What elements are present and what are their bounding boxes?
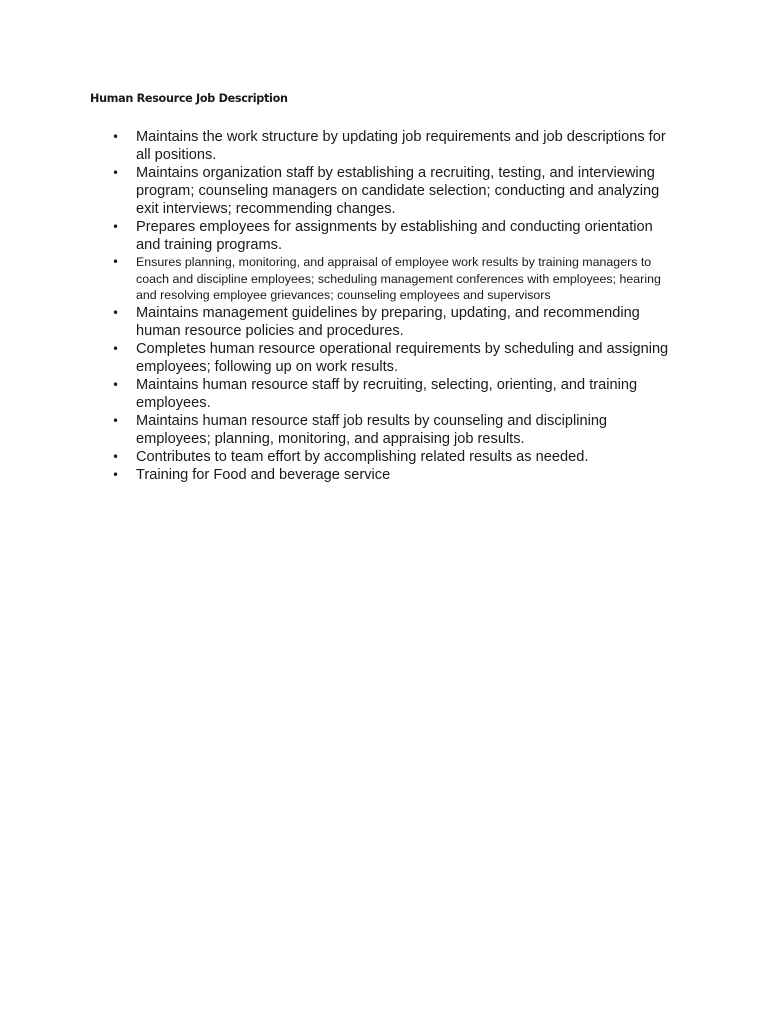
bullet-icon: • [112, 449, 120, 464]
list-item-text: Maintains human resource staff job results by counseling and disciplining employees; planning, monitoring, and appraising job results. [136, 412, 608, 447]
list-item-text: Training for Food and beverage service [136, 466, 391, 483]
bullet-icon: • [112, 220, 120, 234]
list-item-text: Maintains human resource staff by recruiting, selecting, orienting, and training employees. [136, 376, 638, 411]
list-item [0, 218, 681, 254]
list-item-text: Contributes to team effort by accomplishing related results as needed. [136, 448, 589, 465]
list-item [0, 164, 681, 218]
bullet-list [0, 128, 768, 484]
bullet-icon: • [112, 377, 120, 392]
bullet-icon: • [112, 166, 120, 180]
list-item-text: Maintains the work structure by updating job requirements and job descriptions for all positions. [136, 129, 666, 163]
list-item-text: Prepares employees for assignments by establishing and conducting orientation and training programs. [136, 219, 653, 253]
list-item [0, 376, 681, 412]
list-item [0, 340, 681, 376]
bullet-icon: • [112, 305, 120, 320]
document-title: Human Resource Job Description [90, 92, 288, 105]
list-item-text: Ensures planning, monitoring, and appraisal of employee work results by training managers to coach and discipline employees; scheduling management conferences with employees; hearing and resolving employee grievances; counseling employees and supervisors [136, 255, 661, 302]
list-item [0, 254, 681, 304]
list-item [0, 304, 681, 340]
bullet-icon: • [112, 130, 120, 144]
list-item [0, 448, 681, 466]
bullet-icon: • [112, 341, 120, 356]
list-item [0, 128, 681, 164]
list-item-text: Completes human resource operational requirements by scheduling and assigning employees; following up on work results. [136, 340, 669, 375]
list-item-text: Maintains organization staff by establishing a recruiting, testing, and interviewing program; counseling managers on candidate selection; conducting and analyzing exit interviews; recommending changes. [136, 165, 660, 217]
bullet-icon: • [112, 413, 120, 428]
list-item [0, 466, 681, 484]
list-item-text: Maintains management guidelines by preparing, updating, and recommending human resource policies and procedures. [136, 304, 640, 339]
bullet-icon: • [112, 467, 120, 482]
list-item [0, 412, 681, 448]
bullet-icon: • [112, 255, 120, 269]
